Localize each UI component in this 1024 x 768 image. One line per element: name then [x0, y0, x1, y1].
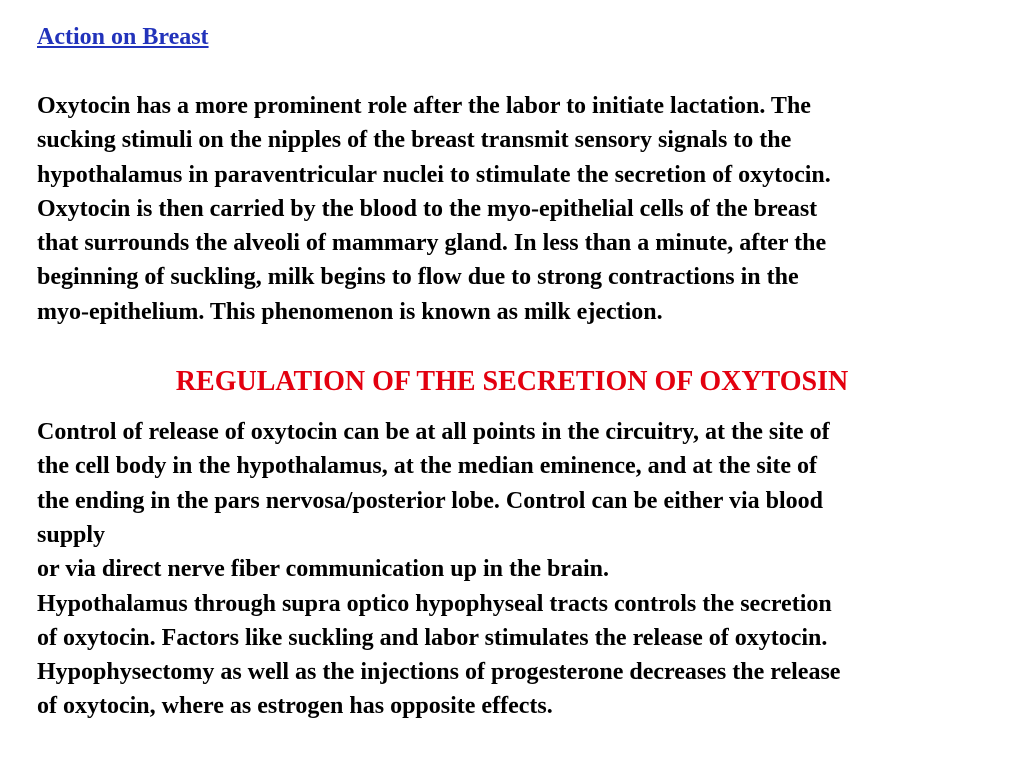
section-title-regulation: REGULATION OF THE SECRETION OF OXYTOSIN — [175, 366, 849, 398]
paragraph-regulation: Control of release of oxytocin can be at all points in the circuitry, at the site of the cell body in the hypothalamus, at the median eminence, and at the site of the ending in the pars nervosa/posterior lobe. Control can be either via blood supply or via direct nerve fiber communication up in the brain. Hypothalamus through supra optico hypophyseal tracts controls the secretion of oxytocin. Factors like suckling and labor stimulates the release of oxytocin. Hypophysectomy as well as the injections of progesterone decreases the release of oxytocin, where as estrogen has opposite effects. — [37, 419, 841, 720]
action-on-breast-link[interactable]: Action on Breast — [37, 24, 209, 50]
paragraph-action-on-breast: Oxytocin has a more prominent role after the labor to initiate lactation. The sucking stimuli on the nipples of the breast transmit sensory signals to the hypothalamus in paraventricular nuclei to stimulate the secretion of oxytocin. Oxytocin is then carried by the blood to the myo-epithelial cells of the breast that surrounds the alveoli of mammary gland. In less than a minute, after the beginning of suckling, milk begins to flow due to strong contractions in the myo-epithelium. This phenomenon is known as milk ejection. — [37, 93, 831, 325]
slide-content — [37, 22, 997, 724]
